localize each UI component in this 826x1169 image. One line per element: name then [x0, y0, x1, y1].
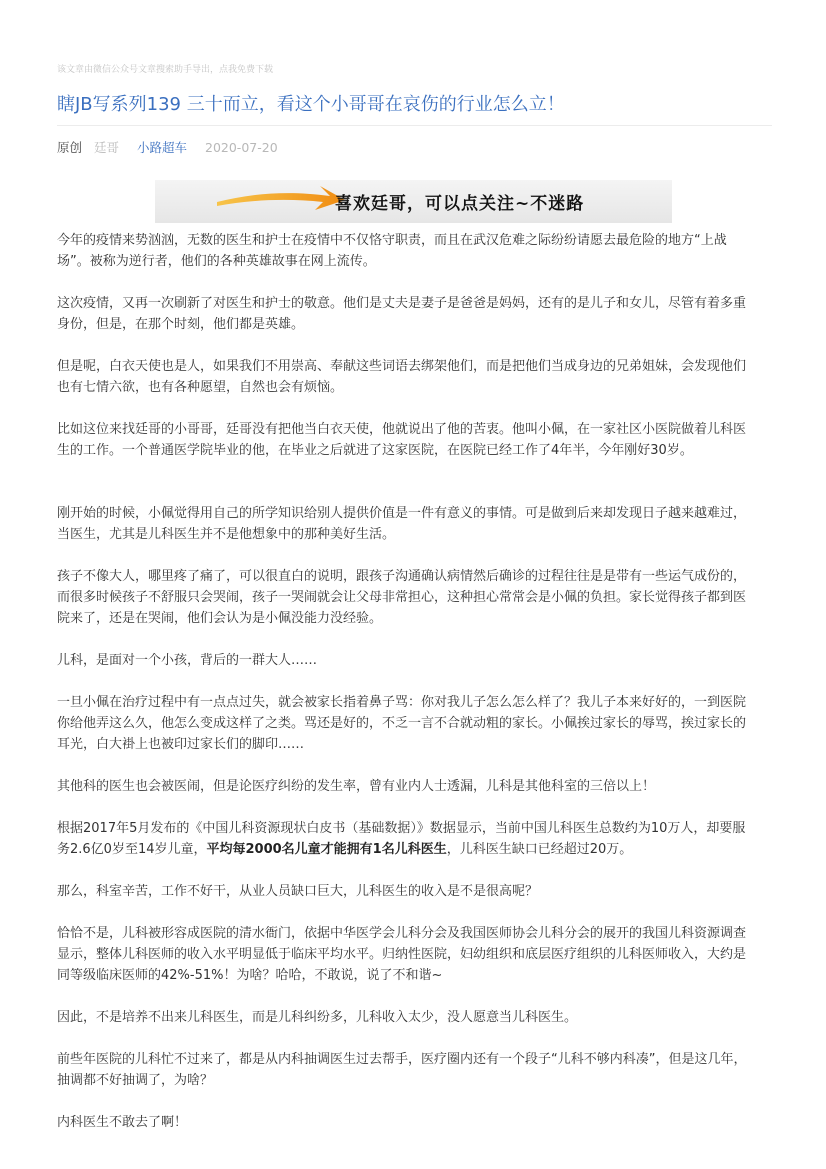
paragraph-line: 耳光，白大褂上也被印过家长们的脚印…… — [57, 737, 305, 752]
paragraph-line: 场”。被称为逆行者，他们的各种英雄故事在网上流传。 — [57, 254, 376, 269]
paragraph-line: 根据2017年5月发布的《中国儿科资源现状白皮书（基础数据）》数据显示，当前中国儿科医生总数约为10万人，却要服 — [57, 821, 746, 836]
banner-text: 喜欢廷哥，可以点关注~不迷路 — [335, 194, 585, 214]
paragraph-line: 前些年医院的儿科忙不过来了，都是从内科抽调医生过去帮手，医疗圈内还有一个段子“儿科不够内科凑”，但是这几年， — [57, 1052, 747, 1067]
paragraph-line: 院来了，还是在哭闹，他们会认为是小佩没能力没经验。 — [57, 611, 383, 626]
paragraph-line: 因此，不是培养不出来儿科医生，而是儿科纠纷多，儿科收入太少，没人愿意当儿科医生。 — [57, 1010, 578, 1025]
title-divider — [57, 125, 772, 126]
original-tag: 原创 — [57, 140, 83, 155]
stat-prefix: 务2.6亿0岁至14岁儿童， — [57, 842, 207, 857]
paragraph-line: 当医生，尤其是儿科医生并不是他想象中的那种美好生活。 — [57, 527, 396, 542]
stat-line — [57, 839, 769, 860]
paragraph-line: 比如这位来找廷哥的小哥哥，廷哥没有把他当白衣天使，他就说出了他的苦衷。他叫小佩，在一家社区小医院做着儿科医 — [57, 422, 747, 437]
paragraph-line: 你给他弄这么久，他怎么变成这样了之类。骂还是好的，不乏一言不合就动粗的家长。小佩挨过家长的辱骂，挨过家长的 — [57, 716, 747, 731]
paragraph-line: 其他科的医生也会被医闹，但是论医疗纠纷的发生率，曾有业内人士透漏，儿科是其他科室的三倍以上！ — [57, 779, 656, 794]
follow-banner — [155, 180, 672, 223]
article-title: 瞎JB写系列139 三十而立，看这个小哥哥在哀伤的行业怎么立！ — [57, 94, 565, 115]
paragraph-line: 也有七情六欲，也有各种愿望，自然也会有烦恼。 — [57, 380, 344, 395]
paragraph-line: 身份，但是，在那个时刻，他们都是英雄。 — [57, 317, 305, 332]
paragraph-line: 这次疫情，又再一次刷新了对医生和护士的敬意。他们是丈夫是妻子是爸爸是妈妈，还有的是儿子和女儿，尽管有着多重 — [57, 296, 747, 311]
paragraph-line: 儿科，是面对一个小孩，背后的一群大人…… — [57, 653, 318, 668]
paragraph-line: 恰恰不是，儿科被形容成医院的清水衙门，依据中华医学会儿科分会及我国医师协会儿科分会的展开的我国儿科资源调查 — [57, 926, 747, 941]
stat-suffix: ，儿科医生缺口已经超过20万。 — [446, 842, 633, 857]
paragraph-line: 内科医生不敢去了啊！ — [57, 1115, 188, 1130]
paragraph-line: 而很多时候孩子不舒服只会哭闹，孩子一哭闹就会让父母非常担心，这种担心常常会是小佩的负担。家长觉得孩子都到医 — [57, 590, 747, 605]
paragraph-line: 刚开始的时候，小佩觉得用自己的所学知识给别人提供价值是一件有意义的事情。可是做到后来却发现日子越来越难过， — [57, 506, 747, 521]
paragraph-line: 今年的疫情来势汹汹，无数的医生和护士在疫情中不仅恪守职责，而且在武汉危难之际纷纷请愿去最危险的地方“上战 — [57, 233, 727, 248]
publish-date: 2020-07-20 — [205, 140, 278, 155]
paragraph-line: 显示，整体儿科医师的收入水平明显低于临床平均水平。归纳性医院，妇幼组织和底层医疗组织的儿科医师收入，大约是 — [57, 947, 747, 962]
paragraph-line: 同等级临床医师的42%-51%！为啥？哈哈，不敢说，说了不和谐~ — [57, 968, 443, 983]
article-meta — [57, 140, 278, 156]
article-body — [57, 230, 769, 1133]
export-notice[interactable]: 该文章由微信公众号文章搜索助手导出，点我免费下载 — [57, 65, 274, 75]
paragraph-line: 一旦小佩在治疗过程中有一点点过失，就会被家长指着鼻子骂：你对我儿子怎么怎么样了？我儿子本来好好的，一到医院 — [57, 695, 747, 710]
account-link[interactable]: 小路超车 — [137, 140, 188, 155]
paragraph-line: 抽调都不好抽调了，为啥？ — [57, 1073, 214, 1088]
author-name: 廷哥 — [94, 140, 120, 155]
question-line: 那么，科室辛苦，工作不好干，从业人员缺口巨大，儿科医生的收入是不是很高呢？ — [57, 884, 539, 899]
paragraph-line: 孩子不像大人，哪里疼了痛了，可以很直白的说明，跟孩子沟通确认病情然后确诊的过程往往是是带有一些运气成份的， — [57, 569, 747, 584]
paragraph-line: 但是呢，白衣天使也是人，如果我们不用崇高、奉献这些词语去绑架他们，而是把他们当成身边的兄弟姐妹，会发现他们 — [57, 359, 747, 374]
stat-highlight: 平均每2000名儿童才能拥有1名儿科医生 — [206, 842, 447, 857]
paragraph-line: 生的工作。一个普通医学院毕业的他，在毕业之后就进了这家医院，在医院已经工作了4年半，今年刚好30岁。 — [57, 443, 693, 458]
